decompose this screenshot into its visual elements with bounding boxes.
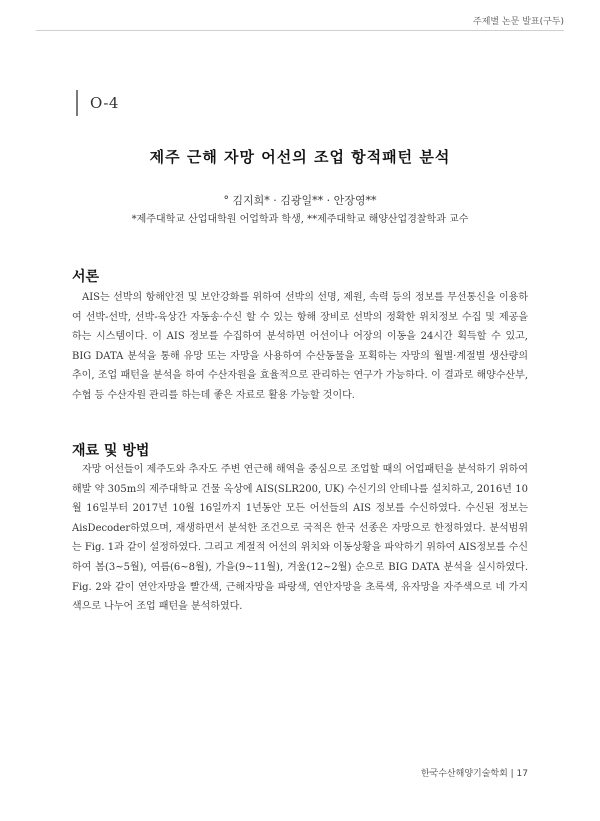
author-list: ° 김지희* · 김광일** · 안장영** <box>223 194 377 207</box>
code-bar <box>76 90 78 116</box>
section-body-introduction: AIS는 선박의 항해안전 및 보안강화를 위하여 선박의 선명, 제원, 속력 등의 정보를 무선통신을 이용하여 선박-선박, 선박-육상간 자동송·수신 할 수 있는 항해 장비로 선박의 정확한 위치정보 수집 및 제공을 하는 시스템이다. 이 AIS 정보를 수집하여 분석하면 어선이나 어장의 이동을 24시간 획득할 수 있고, BIG DATA 분석을 통해 유망 또는 자망을 사용하여 수산동물을 포획하는 자망의 월별·계절별 생산량의 추이, 조업 패턴을 분석을 하여 수산자원을 효율적으로 관리하는 연구가 가능하다. 이 결과로 해양수산부, 수협 등 수산자원 관리를 하는데 좋은 자료로 활용 가능할 것이다. <box>72 292 528 401</box>
running-header: 주제별 논문 발표(구두) <box>473 17 564 27</box>
page-footer: 한국수산해양기술학회 | 17 <box>420 769 528 779</box>
header-divider <box>36 30 564 31</box>
paper-code: O-4 <box>90 94 119 112</box>
paper-title: 제주 근해 자망 어선의 조업 항적패턴 분석 <box>149 148 451 166</box>
section-heading-introduction: 서론 <box>72 269 100 285</box>
paper-code-box <box>76 90 119 116</box>
section-body-methods: 자망 어선들이 제주도와 추자도 주변 연근해 해역을 중심으로 조업할 때의 어업패턴을 분석하기 위하여 해발 약 305m의 제주대학교 건물 옥상에 AIS(SLR200, UK) 수신기의 안테나를 설치하고, 2016년 10월 16일부터 2017년 10월 16일까지 1년동안 모든 어선들의 AIS 정보를 수신하였다. 수신된 정보는 AisDecoder하였으며, 재생하면서 분석한 조건으로 국적은 한국 선종은 자망으로 한정하였다. 분석범위는 Fig. 1과 같이 설정하였다. 그리고 계절적 어선의 위치와 이동상황을 파악하기 위하여 AIS정보를 수신하여 봄(3~5월), 여름(6~8월), 가을(9~11월), 겨울(12~2월) 순으로 BIG DATA 분석을 실시하였다. Fig. 2와 같이 연안자망을 빨간색, 근해자망을 파랑색, 연안자망을 초록색, 유자망을 자주색으로 네 가지 색으로 나누어 조업 패턴을 분석하였다. <box>72 464 528 613</box>
section-heading-methods: 재료 및 방법 <box>72 443 150 459</box>
affiliation: *제주대학교 산업대학원 어업학과 학생, **제주대학교 해양산업경찰학과 교수 <box>131 214 469 225</box>
